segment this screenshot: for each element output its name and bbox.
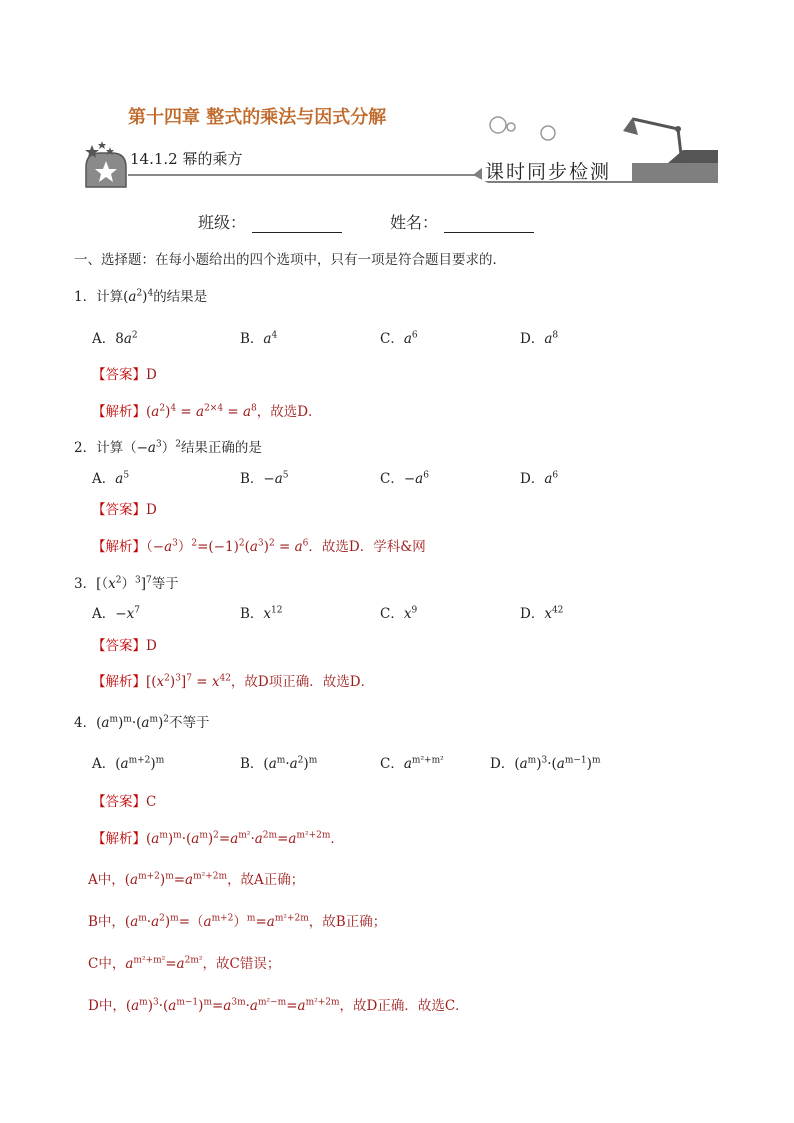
q4-answer: 【答案】C [92,794,157,810]
q3-option-a[interactable]: A．$-x^7$ [92,605,140,622]
q3-option-b[interactable]: B．$x^{12}$ [240,605,283,622]
q2-option-a[interactable]: A．$a^5$ [92,470,130,487]
class-blank[interactable] [252,216,342,233]
star-badge-icon [86,153,126,187]
q1-option-d[interactable]: D．$a^8$ [520,330,559,347]
class-label: 班级： [198,213,247,232]
q2-analysis: 【解析】$(-a^3)^2=(-1)^2(a^3)^2 = a^6$．故选D．学科&网 [92,538,426,555]
class-field[interactable] [198,210,342,233]
q1-option-a[interactable]: A．$8a^2$ [92,330,138,347]
q1-option-c[interactable]: C．$a^6$ [380,330,418,347]
question-1-stem: 1．计算$(a^2)^4$的结果是 [74,288,208,305]
q4-analysis-c: C中，$a^{m^2+m^2}=a^{2m^2}$，故C错误； [88,955,281,972]
section-title: 14.1.2 幂的乘方 [130,150,243,168]
q4-analysis-b: B中，$(a^m\cdot a^2)^m=(a^{m+2})^m=a^{m^2+2m}$，故B正确； [88,913,387,930]
instruction: 一、选择题：在每小题给出的四个选项中，只有一项是符合题目要求的． [74,252,506,268]
q4-analysis: 【解析】$(a^m)^m\cdot(a^m)^2=a^{m^2}\cdot a^{2m}=a^{m^2+2m}$． [92,830,344,847]
question-3-stem: 3．$[(x^2)^3]^7$等于 [74,575,179,592]
q1-analysis: 【解析】$(a^2)^4 = a^{2\times 4} = a^8$，故选D． [92,403,322,420]
chapter-title: 第十四章 整式的乘法与因式分解 [128,107,387,128]
q2-option-d[interactable]: D．$a^6$ [520,470,559,487]
q3-option-c[interactable]: C．$x^9$ [380,605,418,622]
name-blank[interactable] [444,216,534,233]
q2-answer: 【答案】D [92,502,157,518]
q2-option-b[interactable]: B．$-a^5$ [240,470,289,487]
q3-analysis: 【解析】$[(x^2)^3]^7 = x^{42}$，故D项正确．故选D． [92,673,375,690]
banner-text: 课时同步检测 [485,161,612,183]
q3-option-d[interactable]: D．$x^{42}$ [520,605,564,622]
q4-option-b[interactable]: B．$(a^m\cdot a^2)^m$ [240,755,318,772]
q1-option-b[interactable]: B．$a^4$ [240,330,278,347]
question-4-stem: 4．$(a^m)^m\cdot(a^m)^2$不等于 [74,714,210,731]
q4-analysis-d: D中，$(a^m)^3\cdot(a^{m-1})^m=a^{3m}\cdot a^{m^2-m}=a^{m^2+2m}$，故D正确．故选C． [88,997,469,1014]
question-number: 1． [74,289,97,305]
q2-option-c[interactable]: C．$-a^6$ [380,470,429,487]
q1-answer: 【答案】D [92,367,157,383]
name-field[interactable] [390,210,534,233]
q4-analysis-a: A中，$(a^{m+2})^m=a^{m^2+2m}$，故A正确； [88,871,305,888]
name-label: 姓名： [390,213,439,232]
q4-option-c[interactable]: C．$a^{m^2+m^2}$ [380,755,444,772]
q4-option-a[interactable]: A．$(a^{m+2})^m$ [92,755,165,772]
q3-answer: 【答案】D [92,638,157,654]
q4-option-d[interactable]: D．$(a^m)^3\cdot(a^{m-1})^m$ [490,755,601,772]
question-2-stem: 2．计算$(-a^3)^2$结果正确的是 [74,439,262,456]
